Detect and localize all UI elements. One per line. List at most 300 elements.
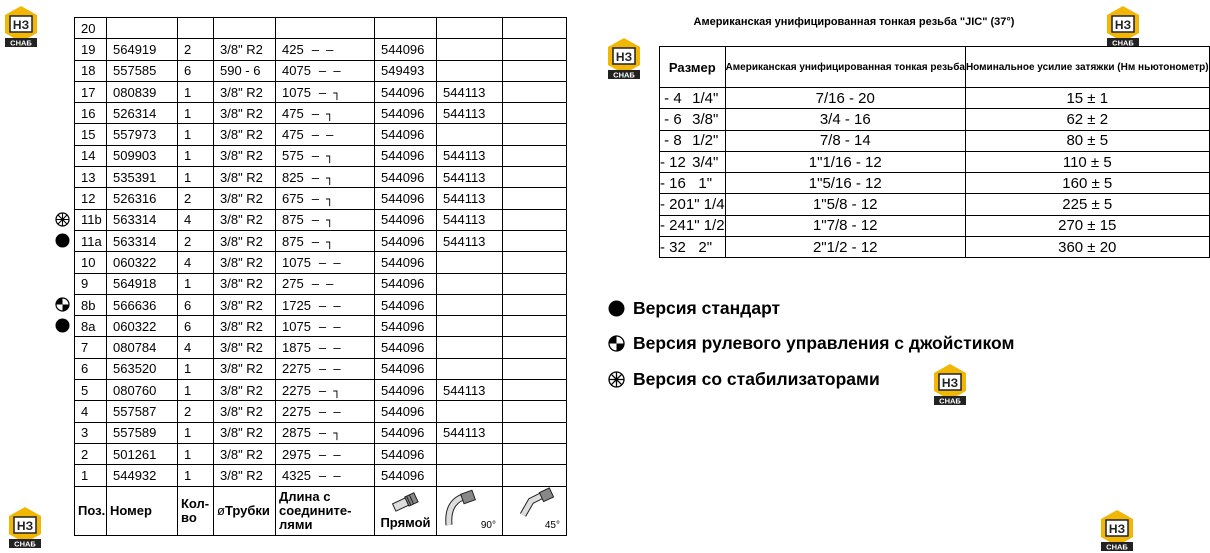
part-number-cell: 557973 xyxy=(107,124,178,145)
table-row xyxy=(75,465,567,486)
straight-fitting-cell: 544096 xyxy=(375,273,437,294)
jic-torque-cell: 62 ± 2 xyxy=(965,109,1209,130)
tube-cell: 3/8" R2 xyxy=(214,358,276,379)
fitting-45-cell xyxy=(503,294,567,315)
fitting-90-cell xyxy=(437,401,503,422)
qty-cell: 4 xyxy=(178,209,214,230)
length-cell xyxy=(276,443,375,464)
header-size: Размер xyxy=(660,47,726,88)
legend-joystick xyxy=(608,333,1014,354)
length-cell xyxy=(276,380,375,401)
length-value: 475 xyxy=(282,105,304,121)
pos-cell: 12 xyxy=(75,188,107,209)
hose-end-symbol: — ┐ xyxy=(311,149,334,164)
length-value: 2975 xyxy=(282,446,311,462)
length-value: 825 xyxy=(282,169,304,185)
hose-end-symbol: — — xyxy=(318,362,341,377)
hose-end-symbol: — — xyxy=(318,447,341,462)
length-value: 875 xyxy=(282,233,304,249)
tube-cell: 3/8" R2 xyxy=(214,188,276,209)
tube-cell: 3/8" R2 xyxy=(214,252,276,273)
length-value: 1075 xyxy=(282,84,311,100)
svg-text:СНАБ: СНАБ xyxy=(939,396,961,406)
part-number-cell: 566636 xyxy=(107,294,178,315)
jic-thread-cell: 1"1/16 - 12 xyxy=(725,151,965,172)
length-cell xyxy=(276,273,375,294)
table-row xyxy=(75,443,567,464)
table-row xyxy=(75,60,567,81)
fitting-90-cell: 544113 xyxy=(437,380,503,401)
jic-dash-cell: - 32 xyxy=(660,237,686,258)
length-value: 275 xyxy=(282,276,304,292)
jic-inch-cell: 1" 1/2 xyxy=(686,215,725,236)
length-value: 425 xyxy=(282,41,304,57)
table-row xyxy=(660,109,1210,130)
hose-end-symbol: — ┐ xyxy=(311,234,334,249)
straight-fitting-cell: 544096 xyxy=(375,209,437,230)
fitting-90-cell xyxy=(437,337,503,358)
straight-fitting-cell: 544096 xyxy=(375,167,437,188)
tube-cell: 3/8" R2 xyxy=(214,39,276,60)
length-cell xyxy=(276,401,375,422)
table-row xyxy=(75,337,567,358)
length-cell xyxy=(276,465,375,486)
pos-cell: 10 xyxy=(75,252,107,273)
hose-end-symbol: — ┐ xyxy=(318,383,341,398)
qty-cell: 2 xyxy=(178,188,214,209)
fitting-90-cell xyxy=(437,358,503,379)
straight-fitting-cell: 544096 xyxy=(375,124,437,145)
elbow-90-fitting-icon xyxy=(441,489,481,529)
qty-cell: 1 xyxy=(178,124,214,145)
jic-inch-cell: 2" xyxy=(686,237,725,258)
table-row xyxy=(75,81,567,102)
pos-cell: 15 xyxy=(75,124,107,145)
hose-end-symbol: — — xyxy=(311,128,334,143)
part-number-cell: 501261 xyxy=(107,443,178,464)
part-number-cell: 564918 xyxy=(107,273,178,294)
tube-cell: 3/8" R2 xyxy=(214,103,276,124)
straight-fitting-cell: 544096 xyxy=(375,443,437,464)
tube-cell: 3/8" R2 xyxy=(214,294,276,315)
pos-cell: 14 xyxy=(75,145,107,166)
tube-cell: 3/8" R2 xyxy=(214,422,276,443)
table-row xyxy=(75,103,567,124)
hose-end-symbol: — — xyxy=(318,255,341,270)
tube-cell xyxy=(214,18,276,39)
table-row xyxy=(660,237,1210,258)
quartered-circle-icon xyxy=(608,335,625,352)
jic-dash-cell: - 4 xyxy=(660,88,686,109)
jic-inch-cell: 3/4" xyxy=(686,151,725,172)
brand-logo xyxy=(931,362,969,406)
fitting-45-cell xyxy=(503,316,567,337)
fitting-45-cell xyxy=(503,380,567,401)
jic-dash-cell: - 20 xyxy=(660,194,686,215)
jic-dash-cell: - 16 xyxy=(660,173,686,194)
tube-cell: 3/8" R2 xyxy=(214,124,276,145)
jic-dash-cell: - 12 xyxy=(660,151,686,172)
qty-cell: 1 xyxy=(178,358,214,379)
table-row xyxy=(75,316,567,337)
qty-cell: 2 xyxy=(178,230,214,251)
tube-cell: 3/8" R2 xyxy=(214,81,276,102)
table-row xyxy=(660,173,1210,194)
fitting-45-cell xyxy=(503,230,567,251)
length-value: 2275 xyxy=(282,403,311,419)
svg-text:НЗ: НЗ xyxy=(1114,18,1132,32)
length-cell xyxy=(276,422,375,443)
length-cell xyxy=(276,252,375,273)
length-cell xyxy=(276,145,375,166)
legend-standard-label: Версия стандарт xyxy=(633,298,781,318)
table-row xyxy=(75,39,567,60)
fitting-45-cell xyxy=(503,103,567,124)
fitting-90-cell xyxy=(437,18,503,39)
length-value: 575 xyxy=(282,148,304,164)
jic-thread-cell: 1"5/16 - 12 xyxy=(725,173,965,194)
table-row xyxy=(75,422,567,443)
svg-text:НЗ: НЗ xyxy=(615,50,633,64)
table-row xyxy=(75,380,567,401)
svg-text:СНАБ: СНАБ xyxy=(1112,38,1134,48)
length-cell xyxy=(276,230,375,251)
standard-version-marker xyxy=(55,318,70,333)
fitting-45-cell xyxy=(503,18,567,39)
hose-end-symbol: — ┐ xyxy=(318,85,341,100)
length-value: 1875 xyxy=(282,340,311,356)
svg-text:НЗ: НЗ xyxy=(16,519,34,533)
length-value: 2275 xyxy=(282,361,311,377)
hose-parts-table xyxy=(74,17,567,536)
part-number-cell: 563314 xyxy=(107,230,178,251)
jic-torque-cell: 360 ± 20 xyxy=(965,237,1209,258)
straight-fitting-cell: 549493 xyxy=(375,60,437,81)
fitting-90-cell xyxy=(437,443,503,464)
pos-cell: 11b xyxy=(75,209,107,230)
tube-cell: 3/8" R2 xyxy=(214,316,276,337)
jic-torque-cell: 110 ± 5 xyxy=(965,151,1209,172)
part-number-cell: 557585 xyxy=(107,60,178,81)
fitting-90-cell: 544113 xyxy=(437,188,503,209)
table-row xyxy=(75,294,567,315)
tube-cell: 3/8" R2 xyxy=(214,380,276,401)
header-qty: Кол-во xyxy=(178,486,214,535)
diameter-symbol: ø xyxy=(217,502,225,518)
jic-dash-cell: - 24 xyxy=(660,215,686,236)
qty-cell: 6 xyxy=(178,316,214,337)
part-number-cell: 535391 xyxy=(107,167,178,188)
hose-end-symbol: — ┐ xyxy=(318,426,341,441)
fitting-90-cell xyxy=(437,465,503,486)
part-number-cell: 080784 xyxy=(107,337,178,358)
pos-cell: 13 xyxy=(75,167,107,188)
length-value: 4325 xyxy=(282,467,311,483)
table-row xyxy=(75,209,567,230)
jic-inch-cell: 1" 1/4 xyxy=(686,194,725,215)
svg-text:СНАБ: СНАБ xyxy=(613,70,635,80)
header-straight xyxy=(375,486,437,535)
tube-cell: 3/8" R2 xyxy=(214,401,276,422)
brand-logo xyxy=(1098,508,1136,552)
header-tube xyxy=(214,486,276,535)
header-45-label: 45° xyxy=(544,519,560,531)
length-cell xyxy=(276,358,375,379)
fitting-90-cell xyxy=(437,294,503,315)
fitting-45-cell xyxy=(503,443,567,464)
tube-cell: 3/8" R2 xyxy=(214,209,276,230)
hose-end-symbol: — — xyxy=(311,277,334,292)
svg-text:СНАБ: СНАБ xyxy=(1106,542,1128,552)
fitting-90-cell: 544113 xyxy=(437,145,503,166)
brand-logo xyxy=(1104,4,1142,48)
header-torque: Номинальное усилие затяжки (Нм ньютонометр) xyxy=(965,47,1209,88)
qty-cell: 1 xyxy=(178,103,214,124)
length-cell xyxy=(276,103,375,124)
jic-thread-cell: 1"5/8 - 12 xyxy=(725,194,965,215)
fitting-45-cell xyxy=(503,465,567,486)
jic-thread-cell: 1"7/8 - 12 xyxy=(725,215,965,236)
pos-cell: 5 xyxy=(75,380,107,401)
jic-inch-cell: 1" xyxy=(686,173,725,194)
hose-end-symbol: — — xyxy=(318,468,341,483)
pos-cell: 11a xyxy=(75,230,107,251)
fitting-45-cell xyxy=(503,209,567,230)
table-row xyxy=(75,252,567,273)
hose-end-symbol: — — xyxy=(318,298,341,313)
straight-fitting-cell: 544096 xyxy=(375,401,437,422)
fitting-45-cell xyxy=(503,39,567,60)
header-straight-label: Прямой xyxy=(380,515,431,531)
svg-text:НЗ: НЗ xyxy=(941,376,959,390)
table-row xyxy=(660,130,1210,151)
table-row xyxy=(75,18,567,39)
length-cell xyxy=(276,209,375,230)
joystick-version-marker xyxy=(55,297,70,312)
jic-thread-table xyxy=(659,46,1210,258)
straight-fitting-cell: 544096 xyxy=(375,422,437,443)
qty-cell: 1 xyxy=(178,422,214,443)
pos-cell: 1 xyxy=(75,465,107,486)
header-tube-label: Трубки xyxy=(224,502,270,518)
jic-inch-cell: 1/4" xyxy=(686,88,725,109)
pos-cell: 8b xyxy=(75,294,107,315)
qty-cell: 1 xyxy=(178,443,214,464)
part-number-cell: 557589 xyxy=(107,422,178,443)
brand-logo xyxy=(605,36,643,80)
brand-logo xyxy=(6,505,44,549)
length-value: 475 xyxy=(282,127,304,143)
pos-cell: 19 xyxy=(75,39,107,60)
tube-cell: 590 - 6 xyxy=(214,60,276,81)
fitting-90-cell: 544113 xyxy=(437,103,503,124)
part-number-cell: 564919 xyxy=(107,39,178,60)
legend-stabilizer-label: Версия со стабилизаторами xyxy=(633,369,880,389)
length-value: 875 xyxy=(282,212,304,228)
length-value: 2875 xyxy=(282,425,311,441)
legend-standard xyxy=(608,298,780,319)
fitting-45-cell xyxy=(503,145,567,166)
length-value: 1075 xyxy=(282,318,311,334)
fitting-45-cell xyxy=(503,81,567,102)
legend-joystick-label: Версия рулевого управления с джойстиком xyxy=(633,333,1015,353)
straight-fitting-cell: 544096 xyxy=(375,188,437,209)
pos-cell: 4 xyxy=(75,401,107,422)
table-row xyxy=(75,188,567,209)
length-cell xyxy=(276,39,375,60)
qty-cell: 1 xyxy=(178,273,214,294)
length-cell xyxy=(276,188,375,209)
pos-cell: 3 xyxy=(75,422,107,443)
pos-cell: 2 xyxy=(75,443,107,464)
length-value: 4075 xyxy=(282,63,311,79)
fitting-90-cell: 544113 xyxy=(437,422,503,443)
fitting-90-cell xyxy=(437,124,503,145)
fitting-45-cell xyxy=(503,401,567,422)
pos-cell: 6 xyxy=(75,358,107,379)
hose-end-symbol: — — xyxy=(318,341,341,356)
table-row xyxy=(75,124,567,145)
brand-logo xyxy=(2,4,40,48)
fitting-90-cell xyxy=(437,252,503,273)
table-row xyxy=(75,145,567,166)
qty-cell: 1 xyxy=(178,465,214,486)
table-header-row xyxy=(75,486,567,535)
jic-thread-cell: 3/4 - 16 xyxy=(725,109,965,130)
part-number-cell: 080839 xyxy=(107,81,178,102)
fitting-90-cell xyxy=(437,316,503,337)
jic-inch-cell: 3/8" xyxy=(686,109,725,130)
length-value: 1075 xyxy=(282,254,311,270)
part-number-cell: 526316 xyxy=(107,188,178,209)
tube-cell: 3/8" R2 xyxy=(214,167,276,188)
header-90 xyxy=(437,486,503,535)
svg-text:СНАБ: СНАБ xyxy=(10,38,32,48)
part-number-cell: 509903 xyxy=(107,145,178,166)
qty-cell: 1 xyxy=(178,380,214,401)
header-45 xyxy=(503,486,567,535)
pos-cell: 7 xyxy=(75,337,107,358)
pos-cell: 8a xyxy=(75,316,107,337)
table-row xyxy=(75,167,567,188)
length-cell xyxy=(276,167,375,188)
fitting-45-cell xyxy=(503,337,567,358)
header-90-label: 90° xyxy=(480,519,496,531)
pos-cell: 16 xyxy=(75,103,107,124)
pos-cell: 18 xyxy=(75,60,107,81)
fitting-45-cell xyxy=(503,358,567,379)
qty-cell: 1 xyxy=(178,145,214,166)
jic-thread-cell: 7/8 - 14 xyxy=(725,130,965,151)
fitting-90-cell: 544113 xyxy=(437,81,503,102)
jic-thread-cell: 7/16 - 20 xyxy=(725,88,965,109)
tube-cell: 3/8" R2 xyxy=(214,230,276,251)
hose-end-symbol: — — xyxy=(311,42,334,57)
table-row xyxy=(75,273,567,294)
fitting-90-cell: 544113 xyxy=(437,209,503,230)
straight-fitting-cell: 544096 xyxy=(375,230,437,251)
table-row xyxy=(660,194,1210,215)
qty-cell: 6 xyxy=(178,60,214,81)
filled-circle-icon xyxy=(608,300,625,317)
hose-end-symbol: — ┐ xyxy=(311,170,334,185)
part-number-cell: 557587 xyxy=(107,401,178,422)
straight-fitting-cell: 544096 xyxy=(375,465,437,486)
asterisk-circle-icon xyxy=(608,371,625,388)
fitting-90-cell xyxy=(437,39,503,60)
qty-cell: 4 xyxy=(178,252,214,273)
straight-fitting-cell: 544096 xyxy=(375,337,437,358)
length-cell xyxy=(276,337,375,358)
header-pos: Поз. xyxy=(75,486,107,535)
part-number-cell: 563314 xyxy=(107,209,178,230)
fitting-45-cell xyxy=(503,188,567,209)
fitting-90-cell: 544113 xyxy=(437,167,503,188)
jic-dash-cell: - 8 xyxy=(660,130,686,151)
legend-stabilizer xyxy=(608,369,880,390)
part-number-cell: 060322 xyxy=(107,252,178,273)
svg-text:СНАБ: СНАБ xyxy=(14,539,36,549)
jic-inch-cell: 1/2" xyxy=(686,130,725,151)
fitting-45-cell xyxy=(503,252,567,273)
straight-fitting-cell: 544096 xyxy=(375,358,437,379)
pos-cell: 17 xyxy=(75,81,107,102)
hose-end-symbol: — — xyxy=(318,319,341,334)
straight-fitting-cell: 544096 xyxy=(375,39,437,60)
header-number: Номер xyxy=(107,486,178,535)
pos-cell: 9 xyxy=(75,273,107,294)
tube-cell: 3/8" R2 xyxy=(214,443,276,464)
fitting-45-cell xyxy=(503,422,567,443)
hose-end-symbol: — ┐ xyxy=(311,106,334,121)
jic-thread-cell: 2"1/2 - 12 xyxy=(725,237,965,258)
header-length: Длина с соедините-лями xyxy=(276,486,375,535)
fitting-45-cell xyxy=(503,124,567,145)
length-cell xyxy=(276,294,375,315)
jic-torque-cell: 225 ± 5 xyxy=(965,194,1209,215)
qty-cell xyxy=(178,18,214,39)
part-number-cell: 563520 xyxy=(107,358,178,379)
length-value: 675 xyxy=(282,191,304,207)
straight-fitting-cell: 544096 xyxy=(375,316,437,337)
svg-text:НЗ: НЗ xyxy=(12,18,30,32)
header-thread: Американская унифицированная тонкая резьба xyxy=(725,47,965,88)
straight-fitting-cell: 544096 xyxy=(375,103,437,124)
straight-fitting-cell: 544096 xyxy=(375,252,437,273)
table-row xyxy=(660,151,1210,172)
table-row xyxy=(660,215,1210,236)
straight-fitting-cell: 544096 xyxy=(375,145,437,166)
length-cell xyxy=(276,18,375,39)
length-cell xyxy=(276,81,375,102)
length-value: 2275 xyxy=(282,382,311,398)
tube-cell: 3/8" R2 xyxy=(214,145,276,166)
part-number-cell xyxy=(107,18,178,39)
fitting-90-cell xyxy=(437,273,503,294)
fitting-45-cell xyxy=(503,60,567,81)
length-cell xyxy=(276,124,375,145)
table-row xyxy=(75,401,567,422)
table-row xyxy=(660,88,1210,109)
hose-end-symbol: — ┐ xyxy=(311,213,334,228)
straight-fitting-cell xyxy=(375,18,437,39)
part-number-cell: 080760 xyxy=(107,380,178,401)
jic-torque-cell: 160 ± 5 xyxy=(965,173,1209,194)
straight-fitting-cell: 544096 xyxy=(375,294,437,315)
fitting-90-cell: 544113 xyxy=(437,230,503,251)
standard-version-marker xyxy=(55,233,70,248)
part-number-cell: 060322 xyxy=(107,316,178,337)
